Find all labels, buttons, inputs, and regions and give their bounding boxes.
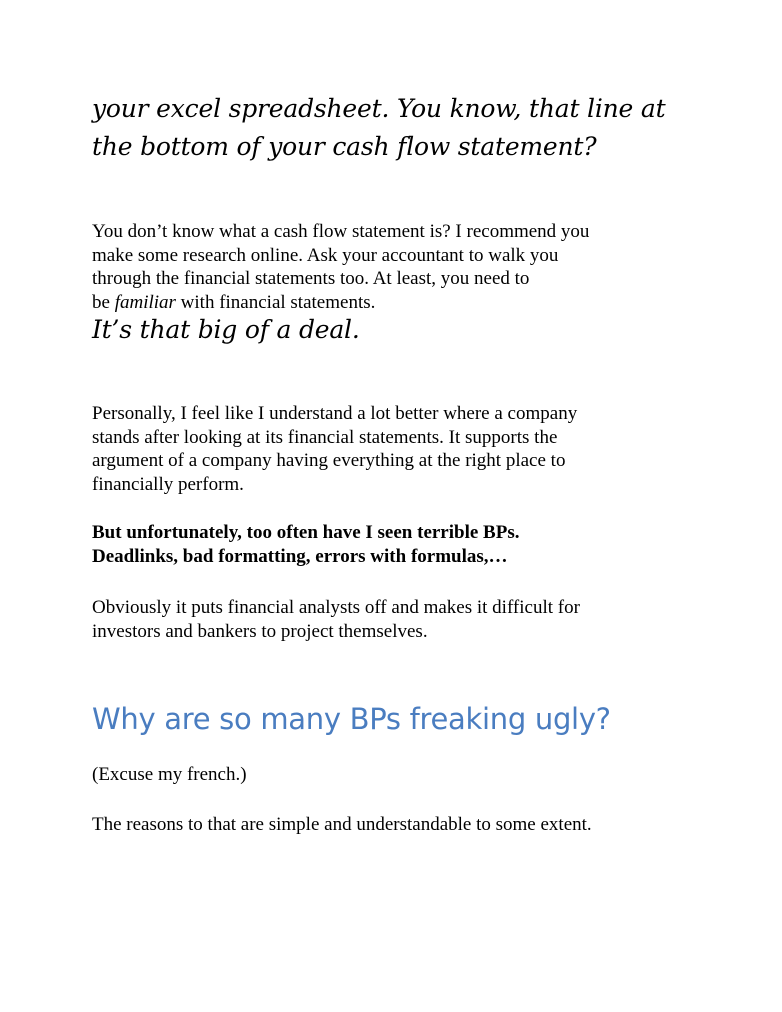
lead-quote-line-1: your excel spreadsheet. You know, that line at xyxy=(92,94,666,123)
paragraph-line: But unfortunately, too often have I seen terrible BPs. xyxy=(92,522,520,543)
paragraph-line: Personally, I feel like I understand a lot better where a company xyxy=(92,403,578,424)
lead-quote-line-2: the bottom of your cash flow statement? xyxy=(92,132,597,161)
section-heading: Why are so many BPs freaking ugly? xyxy=(92,702,611,736)
paragraph-line xyxy=(92,291,702,315)
lead-quote xyxy=(92,90,712,166)
paragraph-line: stands after looking at its financial statements. It supports the xyxy=(92,426,558,448)
paragraph-terrible-bps xyxy=(92,521,702,569)
paragraph-line: through the financial statements too. At least, you need to xyxy=(92,268,530,289)
paragraph-line: financially perform. xyxy=(92,473,244,495)
paragraph-line: argument of a company having everything at the right place to xyxy=(92,450,566,471)
paragraph-line: Deadlinks, bad formatting, errors with formulas,… xyxy=(92,546,508,567)
paragraph-personally xyxy=(92,402,702,496)
paragraph-obviously xyxy=(92,596,702,643)
paragraph-excuse: (Excuse my french.) xyxy=(92,764,247,785)
paragraph-cash-flow xyxy=(92,220,702,314)
text-fragment: be xyxy=(92,291,115,313)
paragraph-line: Obviously it puts financial analysts off and makes it difficult for xyxy=(92,597,580,618)
text-fragment: with financial statements. xyxy=(175,291,376,313)
paragraph-line: make some research online. Ask your accountant to walk you xyxy=(92,244,559,266)
paragraph-reasons: The reasons to that are simple and understandable to some extent. xyxy=(92,814,592,835)
emphasis-familiar: familiar xyxy=(114,291,176,313)
big-deal-quote: It’s that big of a deal. xyxy=(92,315,360,344)
paragraph-line: You don’t know what a cash flow statement is? I recommend you xyxy=(92,221,590,242)
paragraph-line: investors and bankers to project themselves. xyxy=(92,620,428,642)
